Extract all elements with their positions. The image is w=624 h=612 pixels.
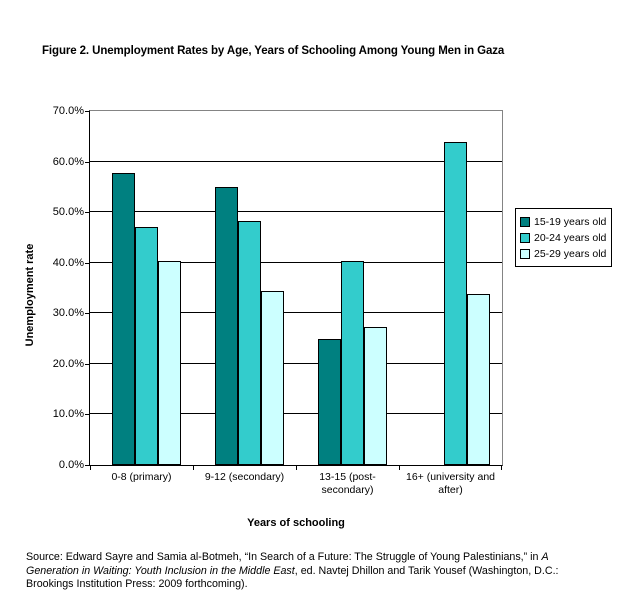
- bar-20-24-cat2: [341, 261, 364, 465]
- legend-swatch-icon: [520, 249, 530, 259]
- legend-swatch-icon: [520, 217, 530, 227]
- bar-20-24-cat1: [238, 221, 261, 465]
- bar-25-29-cat0: [158, 261, 181, 465]
- source-text-regular: Source: Edward Sayre and Samia al-Botmeh, “In Search of a Future: The Struggle of Young Palestinians,” in: [26, 551, 542, 563]
- legend-item: [520, 214, 606, 229]
- source-text-regular: , ed. Navtej Dhillon and Tarik Yousef (Washington, D.C.: Brookings Institution Press: 2009 forthcoming).: [26, 564, 559, 590]
- y-tick-mark: [85, 212, 90, 213]
- y-tick-label: 60.0%: [52, 156, 84, 168]
- y-tick-label: 10.0%: [52, 408, 84, 420]
- figure-title: Figure 2. Unemployment Rates by Age, Years of Schooling Among Young Men in Gaza: [42, 45, 505, 57]
- x-category-label: 0-8 (primary): [111, 471, 172, 483]
- bar-25-29-cat2: [364, 327, 387, 465]
- legend-label: 25-29 years old: [534, 247, 607, 260]
- y-tick-mark: [85, 313, 90, 314]
- x-category-label: 9-12 (secondary): [204, 471, 285, 483]
- legend-item: [520, 246, 606, 261]
- bar-15-19-cat0: [112, 173, 135, 465]
- bar-25-29-cat1: [261, 291, 284, 465]
- x-tick-mark: [399, 466, 400, 470]
- x-axis-title: Years of schooling: [247, 517, 345, 529]
- y-tick-label: 70.0%: [52, 105, 84, 117]
- y-tick-label: 50.0%: [52, 206, 84, 218]
- y-tick-label: 30.0%: [52, 307, 84, 319]
- y-tick-mark: [85, 414, 90, 415]
- legend-item: [520, 230, 606, 245]
- gridline: [90, 161, 502, 162]
- y-tick-mark: [85, 162, 90, 163]
- y-tick-mark: [85, 111, 90, 112]
- legend-label: 20-24 years old: [534, 231, 607, 244]
- legend: [515, 208, 612, 267]
- bar-20-24-cat0: [135, 227, 158, 465]
- bar-15-19-cat2: [318, 339, 341, 465]
- bar-20-24-cat3: [444, 142, 467, 465]
- y-tick-label: 0.0%: [58, 459, 84, 471]
- x-category-label: 16+ (university and after): [405, 471, 495, 496]
- x-tick-mark: [501, 466, 502, 470]
- legend-swatch-icon: [520, 233, 530, 243]
- y-axis-title: Unemployment rate: [24, 243, 36, 347]
- y-tick-mark: [85, 263, 90, 264]
- y-tick-mark: [85, 364, 90, 365]
- legend-label: 15-19 years old: [534, 215, 607, 228]
- x-tick-mark: [296, 466, 297, 470]
- bar-25-29-cat3: [467, 294, 490, 465]
- source-note: [26, 551, 604, 592]
- x-category-label: 13-15 (post-secondary): [319, 471, 376, 496]
- bar-15-19-cat1: [215, 187, 238, 465]
- x-tick-mark: [90, 466, 91, 470]
- y-tick-label: 40.0%: [52, 257, 84, 269]
- source-text-italic: A Generation in Waiting: Youth Inclusion in the Middle East: [26, 551, 549, 577]
- gridline: [90, 211, 502, 212]
- y-tick-label: 20.0%: [52, 358, 84, 370]
- x-tick-mark: [193, 466, 194, 470]
